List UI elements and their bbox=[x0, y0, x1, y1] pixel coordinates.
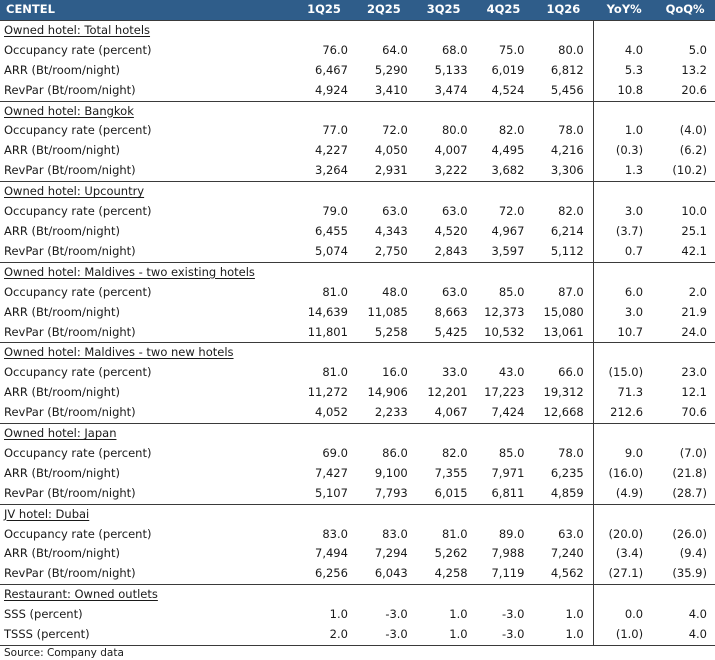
value-cell: (7.0) bbox=[679, 445, 707, 460]
value-cell: 0.7 bbox=[593, 242, 655, 262]
table-row bbox=[0, 403, 715, 423]
table-row bbox=[0, 61, 715, 81]
section-spacer-cell bbox=[533, 20, 593, 40]
value-cell: 4,495 bbox=[491, 143, 525, 158]
value-cell: 4.0 bbox=[688, 607, 707, 622]
value-cell: 1.0 bbox=[565, 627, 584, 642]
row-label: ARR (Bt/room/night) bbox=[4, 304, 120, 319]
section-title: Owned hotel: Maldives - two existing hotels bbox=[4, 264, 255, 279]
value-cell: 6,043 bbox=[374, 566, 408, 581]
value-cell: (1.0) bbox=[593, 625, 655, 645]
value-cell: 1.0 bbox=[449, 607, 468, 622]
row-label: RevPar (Bt/room/night) bbox=[4, 566, 136, 581]
value-cell: 6,235 bbox=[550, 465, 584, 480]
value-cell: 85.0 bbox=[498, 445, 525, 460]
value-cell: 5,262 bbox=[434, 546, 468, 561]
row-label: ARR (Bt/room/night) bbox=[4, 385, 120, 400]
value-cell: 6,467 bbox=[315, 62, 348, 77]
value-cell: 7,119 bbox=[491, 566, 525, 581]
value-cell: 12,668 bbox=[543, 405, 584, 420]
value-cell: 14,906 bbox=[367, 385, 408, 400]
table-row bbox=[0, 525, 715, 545]
value-cell: 5,107 bbox=[315, 485, 348, 500]
value-cell: 6,455 bbox=[315, 223, 348, 238]
section-spacer-cell bbox=[294, 101, 354, 121]
section-spacer-cell bbox=[533, 182, 593, 202]
value-cell: 21.9 bbox=[681, 304, 707, 319]
section-spacer-cell bbox=[294, 262, 354, 282]
value-cell: (21.8) bbox=[672, 465, 707, 480]
value-cell: 4,520 bbox=[434, 223, 468, 238]
value-cell: 81.0 bbox=[441, 526, 468, 541]
value-cell: 75.0 bbox=[498, 42, 525, 57]
value-cell: 11,272 bbox=[307, 385, 348, 400]
table-row bbox=[0, 141, 715, 161]
row-label: RevPar (Bt/room/night) bbox=[4, 324, 136, 339]
section-header-row bbox=[0, 585, 715, 605]
section-spacer-cell bbox=[655, 101, 715, 121]
row-label: RevPar (Bt/room/night) bbox=[4, 485, 136, 500]
value-cell: (9.4) bbox=[679, 546, 707, 561]
value-cell: 12.1 bbox=[681, 385, 707, 400]
row-label: RevPar (Bt/room/night) bbox=[4, 405, 136, 420]
value-cell: 4,052 bbox=[315, 405, 348, 420]
row-label: RevPar (Bt/room/night) bbox=[4, 243, 136, 258]
section-spacer-cell bbox=[414, 343, 474, 363]
section-spacer-cell bbox=[354, 585, 414, 605]
value-cell: 4,067 bbox=[434, 405, 468, 420]
value-cell: 17,223 bbox=[484, 385, 525, 400]
value-cell: 3,682 bbox=[491, 163, 525, 178]
value-cell: (4.9) bbox=[593, 484, 655, 504]
value-cell: 4,227 bbox=[315, 143, 348, 158]
value-cell: 7,988 bbox=[491, 546, 525, 561]
section-spacer-cell bbox=[655, 343, 715, 363]
value-cell: 3.0 bbox=[593, 303, 655, 323]
value-cell: 9.0 bbox=[593, 444, 655, 464]
section-spacer-cell bbox=[533, 504, 593, 524]
value-cell: 63.0 bbox=[558, 526, 584, 541]
value-cell: 71.3 bbox=[593, 383, 655, 403]
table-row bbox=[0, 625, 715, 645]
section-spacer-cell bbox=[294, 504, 354, 524]
section-title: Owned hotel: Total hotels bbox=[4, 22, 151, 37]
value-cell: 10,532 bbox=[484, 324, 525, 339]
value-cell: 5,258 bbox=[374, 324, 408, 339]
value-cell: 19,312 bbox=[543, 385, 584, 400]
value-cell: 25.1 bbox=[681, 223, 707, 238]
value-cell: 11,085 bbox=[367, 304, 408, 319]
value-cell: 3.0 bbox=[593, 202, 655, 222]
value-cell: (15.0) bbox=[593, 363, 655, 383]
value-cell: 8,663 bbox=[434, 304, 468, 319]
section-spacer-cell bbox=[533, 424, 593, 444]
value-cell: (10.2) bbox=[672, 163, 707, 178]
section-spacer-cell bbox=[655, 585, 715, 605]
value-cell: 5.3 bbox=[593, 61, 655, 81]
section-title: Restaurant: Owned outlets bbox=[4, 587, 158, 602]
section-spacer-cell bbox=[474, 504, 534, 524]
value-cell: -3.0 bbox=[385, 627, 408, 642]
value-cell: 6,214 bbox=[550, 223, 584, 238]
row-label: RevPar (Bt/room/night) bbox=[4, 82, 136, 97]
value-cell: 9,100 bbox=[374, 465, 408, 480]
value-cell: 3,264 bbox=[315, 163, 348, 178]
section-spacer-cell bbox=[593, 585, 655, 605]
table-row bbox=[0, 222, 715, 242]
section-spacer-cell bbox=[354, 20, 414, 40]
value-cell: 63.0 bbox=[441, 284, 468, 299]
value-cell: 4,859 bbox=[550, 485, 584, 500]
value-cell: 4,524 bbox=[491, 82, 525, 97]
value-cell: 10.7 bbox=[593, 323, 655, 343]
value-cell: (27.1) bbox=[593, 564, 655, 584]
value-cell: 5,290 bbox=[374, 62, 408, 77]
section-spacer-cell bbox=[414, 182, 474, 202]
section-spacer-cell bbox=[593, 182, 655, 202]
section-spacer-cell bbox=[474, 262, 534, 282]
value-cell: 77.0 bbox=[322, 123, 348, 138]
value-cell: 80.0 bbox=[441, 123, 468, 138]
value-cell: (35.9) bbox=[672, 566, 707, 581]
section-spacer-cell bbox=[533, 101, 593, 121]
section-spacer-cell bbox=[294, 424, 354, 444]
value-cell: 4,258 bbox=[434, 566, 468, 581]
section-spacer-cell bbox=[655, 424, 715, 444]
value-cell: 82.0 bbox=[498, 123, 525, 138]
section-spacer-cell bbox=[533, 585, 593, 605]
section-header-row bbox=[0, 504, 715, 524]
value-cell: 7,424 bbox=[491, 405, 525, 420]
value-cell: (6.2) bbox=[679, 143, 707, 158]
value-cell: 83.0 bbox=[322, 526, 348, 541]
col-header-4q25: 4Q25 bbox=[474, 0, 534, 20]
row-label: Occupancy rate (percent) bbox=[4, 365, 152, 380]
row-label: Occupancy rate (percent) bbox=[4, 123, 152, 138]
value-cell: 42.1 bbox=[681, 243, 707, 258]
section-spacer-cell bbox=[414, 101, 474, 121]
section-spacer-cell bbox=[354, 182, 414, 202]
table-row bbox=[0, 323, 715, 343]
col-header-1q25: 1Q25 bbox=[294, 0, 354, 20]
value-cell: 63.0 bbox=[441, 204, 468, 219]
section-spacer-cell bbox=[593, 20, 655, 40]
row-label: Occupancy rate (percent) bbox=[4, 526, 152, 541]
value-cell: 5.0 bbox=[688, 42, 707, 57]
col-header-qoq: QoQ% bbox=[655, 0, 715, 20]
value-cell: 24.0 bbox=[681, 324, 707, 339]
section-spacer-cell bbox=[474, 343, 534, 363]
value-cell: 6,811 bbox=[491, 485, 525, 500]
value-cell: 5,112 bbox=[550, 243, 584, 258]
value-cell: 6,019 bbox=[491, 62, 525, 77]
value-cell: 7,294 bbox=[374, 546, 408, 561]
table-body bbox=[0, 20, 715, 645]
value-cell: -3.0 bbox=[385, 607, 408, 622]
section-spacer-cell bbox=[655, 182, 715, 202]
table-row bbox=[0, 605, 715, 625]
value-cell: 6.0 bbox=[593, 283, 655, 303]
value-cell: (3.4) bbox=[593, 544, 655, 564]
value-cell: -3.0 bbox=[501, 627, 525, 642]
row-label: Occupancy rate (percent) bbox=[4, 204, 152, 219]
section-spacer-cell bbox=[593, 101, 655, 121]
value-cell: 4.0 bbox=[688, 627, 707, 642]
section-title: Owned hotel: Upcountry bbox=[4, 184, 145, 199]
value-cell: 83.0 bbox=[382, 526, 408, 541]
value-cell: 85.0 bbox=[498, 284, 525, 299]
value-cell: 63.0 bbox=[382, 204, 408, 219]
col-header-1q26: 1Q26 bbox=[533, 0, 593, 20]
value-cell: 72.0 bbox=[498, 204, 525, 219]
value-cell: (28.7) bbox=[672, 485, 707, 500]
value-cell: 86.0 bbox=[382, 445, 408, 460]
value-cell: 33.0 bbox=[441, 365, 468, 380]
section-spacer-cell bbox=[354, 343, 414, 363]
section-header-row bbox=[0, 20, 715, 40]
section-spacer-cell bbox=[655, 262, 715, 282]
value-cell: 4,007 bbox=[434, 143, 468, 158]
value-cell: 5,133 bbox=[434, 62, 468, 77]
value-cell: 81.0 bbox=[322, 284, 348, 299]
table-row bbox=[0, 81, 715, 101]
value-cell: 4,050 bbox=[374, 143, 408, 158]
section-header-row bbox=[0, 182, 715, 202]
section-spacer-cell bbox=[294, 585, 354, 605]
row-label: Occupancy rate (percent) bbox=[4, 445, 152, 460]
value-cell: 13,061 bbox=[543, 324, 584, 339]
table-row bbox=[0, 242, 715, 262]
section-header-row bbox=[0, 343, 715, 363]
section-spacer-cell bbox=[474, 424, 534, 444]
row-label: TSSS (percent) bbox=[4, 627, 90, 642]
row-label: SSS (percent) bbox=[4, 607, 83, 622]
value-cell: (26.0) bbox=[672, 526, 707, 541]
value-cell: 12,373 bbox=[484, 304, 525, 319]
value-cell: 3,474 bbox=[434, 82, 468, 97]
value-cell: 0.0 bbox=[593, 605, 655, 625]
section-spacer-cell bbox=[294, 182, 354, 202]
value-cell: 4.0 bbox=[593, 41, 655, 61]
row-label: ARR (Bt/room/night) bbox=[4, 223, 120, 238]
table-row bbox=[0, 383, 715, 403]
value-cell: 1.3 bbox=[593, 161, 655, 181]
value-cell: 6,256 bbox=[315, 566, 348, 581]
value-cell: 7,494 bbox=[315, 546, 348, 561]
value-cell: 78.0 bbox=[558, 123, 584, 138]
section-spacer-cell bbox=[354, 262, 414, 282]
value-cell: 23.0 bbox=[681, 365, 707, 380]
value-cell: 15,080 bbox=[543, 304, 584, 319]
section-title: JV hotel: Dubai bbox=[4, 506, 90, 521]
value-cell: 81.0 bbox=[322, 365, 348, 380]
section-spacer-cell bbox=[474, 182, 534, 202]
value-cell: 43.0 bbox=[498, 365, 525, 380]
value-cell: (0.3) bbox=[593, 141, 655, 161]
value-cell: 212.6 bbox=[593, 403, 655, 423]
table-row bbox=[0, 444, 715, 464]
value-cell: 7,240 bbox=[550, 546, 584, 561]
value-cell: 7,793 bbox=[374, 485, 408, 500]
table-row bbox=[0, 41, 715, 61]
value-cell: 89.0 bbox=[498, 526, 525, 541]
company-header: CENTEL bbox=[0, 0, 294, 20]
table-row bbox=[0, 544, 715, 564]
row-label: ARR (Bt/room/night) bbox=[4, 62, 120, 77]
section-spacer-cell bbox=[655, 504, 715, 524]
value-cell: 3,410 bbox=[374, 82, 408, 97]
value-cell: 11,801 bbox=[307, 324, 348, 339]
value-cell: 4,562 bbox=[550, 566, 584, 581]
value-cell: 1.0 bbox=[565, 607, 584, 622]
value-cell: 48.0 bbox=[382, 284, 408, 299]
table-row bbox=[0, 303, 715, 323]
value-cell: 2,233 bbox=[374, 405, 408, 420]
value-cell: 6,812 bbox=[550, 62, 584, 77]
value-cell: 64.0 bbox=[382, 42, 408, 57]
table-row bbox=[0, 121, 715, 141]
value-cell: (16.0) bbox=[593, 464, 655, 484]
value-cell: 4,216 bbox=[550, 143, 584, 158]
source-note: Source: Company data bbox=[0, 645, 715, 660]
value-cell: 2,843 bbox=[434, 243, 468, 258]
row-label: RevPar (Bt/room/night) bbox=[4, 163, 136, 178]
section-spacer-cell bbox=[414, 424, 474, 444]
value-cell: 66.0 bbox=[558, 365, 584, 380]
section-spacer-cell bbox=[294, 20, 354, 40]
value-cell: 3,597 bbox=[491, 243, 525, 258]
value-cell: 12,201 bbox=[427, 385, 468, 400]
section-spacer-cell bbox=[533, 343, 593, 363]
section-spacer-cell bbox=[593, 262, 655, 282]
value-cell: 82.0 bbox=[441, 445, 468, 460]
value-cell: 3,306 bbox=[550, 163, 584, 178]
value-cell: 16.0 bbox=[382, 365, 408, 380]
value-cell: (3.7) bbox=[593, 222, 655, 242]
value-cell: 14,639 bbox=[307, 304, 348, 319]
value-cell: (20.0) bbox=[593, 525, 655, 545]
value-cell: 82.0 bbox=[558, 204, 584, 219]
value-cell: 70.6 bbox=[681, 405, 707, 420]
value-cell: 2,750 bbox=[374, 243, 408, 258]
value-cell: (4.0) bbox=[679, 123, 707, 138]
value-cell: 20.6 bbox=[681, 82, 707, 97]
section-spacer-cell bbox=[474, 585, 534, 605]
section-spacer-cell bbox=[533, 262, 593, 282]
section-spacer-cell bbox=[655, 20, 715, 40]
section-header-row bbox=[0, 424, 715, 444]
value-cell: 7,427 bbox=[315, 465, 348, 480]
value-cell: 4,924 bbox=[315, 82, 348, 97]
value-cell: 13.2 bbox=[681, 62, 707, 77]
section-spacer-cell bbox=[414, 262, 474, 282]
value-cell: 79.0 bbox=[322, 204, 348, 219]
section-spacer-cell bbox=[593, 504, 655, 524]
value-cell: -3.0 bbox=[501, 607, 525, 622]
value-cell: 68.0 bbox=[441, 42, 468, 57]
section-header-row bbox=[0, 262, 715, 282]
value-cell: 6,015 bbox=[434, 485, 468, 500]
table-row bbox=[0, 202, 715, 222]
table-row bbox=[0, 283, 715, 303]
value-cell: 7,971 bbox=[491, 465, 525, 480]
row-label: ARR (Bt/room/night) bbox=[4, 465, 120, 480]
section-spacer-cell bbox=[593, 343, 655, 363]
section-title: Owned hotel: Bangkok bbox=[4, 103, 134, 118]
value-cell: 4,967 bbox=[491, 223, 525, 238]
section-spacer-cell bbox=[593, 424, 655, 444]
table-row bbox=[0, 564, 715, 584]
value-cell: 87.0 bbox=[558, 284, 584, 299]
value-cell: 1.0 bbox=[593, 121, 655, 141]
value-cell: 1.0 bbox=[329, 607, 348, 622]
section-header-row bbox=[0, 101, 715, 121]
table-row bbox=[0, 484, 715, 504]
value-cell: 2.0 bbox=[329, 627, 348, 642]
value-cell: 78.0 bbox=[558, 445, 584, 460]
row-label: ARR (Bt/room/night) bbox=[4, 143, 120, 158]
value-cell: 5,456 bbox=[550, 82, 584, 97]
value-cell: 7,355 bbox=[434, 465, 468, 480]
value-cell: 5,425 bbox=[434, 324, 468, 339]
section-spacer-cell bbox=[294, 343, 354, 363]
row-label: Occupancy rate (percent) bbox=[4, 284, 152, 299]
value-cell: 3,222 bbox=[434, 163, 468, 178]
table-row bbox=[0, 363, 715, 383]
value-cell: 4,343 bbox=[374, 223, 408, 238]
value-cell: 10.8 bbox=[593, 81, 655, 101]
col-header-3q25: 3Q25 bbox=[414, 0, 474, 20]
value-cell: 69.0 bbox=[322, 445, 348, 460]
section-spacer-cell bbox=[354, 424, 414, 444]
table-row bbox=[0, 161, 715, 181]
section-spacer-cell bbox=[474, 101, 534, 121]
section-spacer-cell bbox=[354, 101, 414, 121]
section-spacer-cell bbox=[354, 504, 414, 524]
section-spacer-cell bbox=[474, 20, 534, 40]
row-label: Occupancy rate (percent) bbox=[4, 42, 152, 57]
header-row bbox=[0, 0, 715, 20]
col-header-2q25: 2Q25 bbox=[354, 0, 414, 20]
section-spacer-cell bbox=[414, 504, 474, 524]
value-cell: 2,931 bbox=[374, 163, 408, 178]
value-cell: 80.0 bbox=[558, 42, 584, 57]
col-header-yoy: YoY% bbox=[593, 0, 655, 20]
value-cell: 76.0 bbox=[322, 42, 348, 57]
value-cell: 10.0 bbox=[681, 204, 707, 219]
value-cell: 2.0 bbox=[688, 284, 707, 299]
value-cell: 1.0 bbox=[449, 627, 468, 642]
section-spacer-cell bbox=[414, 585, 474, 605]
table-row bbox=[0, 464, 715, 484]
section-title: Owned hotel: Maldives - two new hotels bbox=[4, 345, 234, 360]
value-cell: 72.0 bbox=[382, 123, 408, 138]
row-label: ARR (Bt/room/night) bbox=[4, 546, 120, 561]
section-title: Owned hotel: Japan bbox=[4, 426, 117, 441]
value-cell: 5,074 bbox=[315, 243, 348, 258]
section-spacer-cell bbox=[414, 20, 474, 40]
